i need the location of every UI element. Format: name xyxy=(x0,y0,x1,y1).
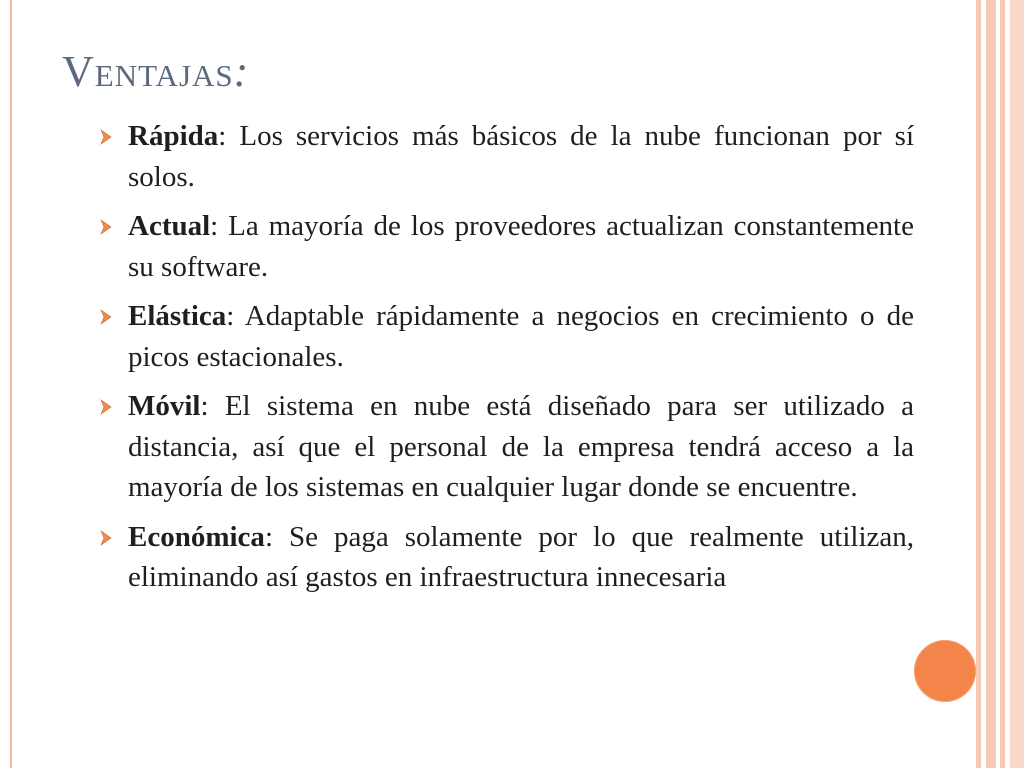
arrow-bullet-icon xyxy=(98,530,114,546)
bullet-text: : Adaptable rápidamente a negocios en crecimiento o de picos estacionales. xyxy=(128,300,914,373)
slide-title-colon: : xyxy=(233,47,250,96)
arrow-bullet-icon xyxy=(98,399,114,415)
bullet-term: Actual xyxy=(128,210,211,242)
bullet-text: : La mayoría de los proveedores actualizan constantemente su software. xyxy=(128,210,914,283)
right-decor-stripe xyxy=(976,0,981,768)
left-frame-line xyxy=(10,0,12,768)
bullet-text: : Se paga solamente por lo que realmente utilizan, eliminando así gastos en infraestructura innecesaria xyxy=(128,520,914,593)
right-decor-stripe xyxy=(986,0,996,768)
bullet-item xyxy=(96,206,914,287)
right-decor-stripe xyxy=(1000,0,1005,768)
bullet-text: : Los servicios más básicos de la nube funcionan por sí solos. xyxy=(128,120,914,193)
bullet-item xyxy=(96,116,914,197)
bullet-term: Económica xyxy=(128,520,265,553)
bullet-item xyxy=(96,386,914,508)
bullet-text: : El sistema en nube está diseñado para ser utilizado a distancia, así que el personal de la empresa tendrá acceso a la mayoría de los sistemas en cualquier lugar donde se encuentre. xyxy=(128,390,914,503)
right-decor-stripe xyxy=(1010,0,1024,768)
bullet-list xyxy=(96,116,914,607)
bullet-term: Rápida xyxy=(128,120,219,152)
bullet-term: Elástica xyxy=(128,300,227,332)
slide-title-text: Ventajas xyxy=(62,47,234,96)
arrow-bullet-icon xyxy=(98,129,114,145)
bullet-item xyxy=(96,517,914,598)
arrow-bullet-icon xyxy=(98,309,114,325)
bullet-term: Móvil xyxy=(128,390,201,422)
orange-circle-decoration xyxy=(914,640,976,702)
bullet-item xyxy=(96,296,914,377)
arrow-bullet-icon xyxy=(98,219,114,235)
slide-title xyxy=(62,48,249,96)
